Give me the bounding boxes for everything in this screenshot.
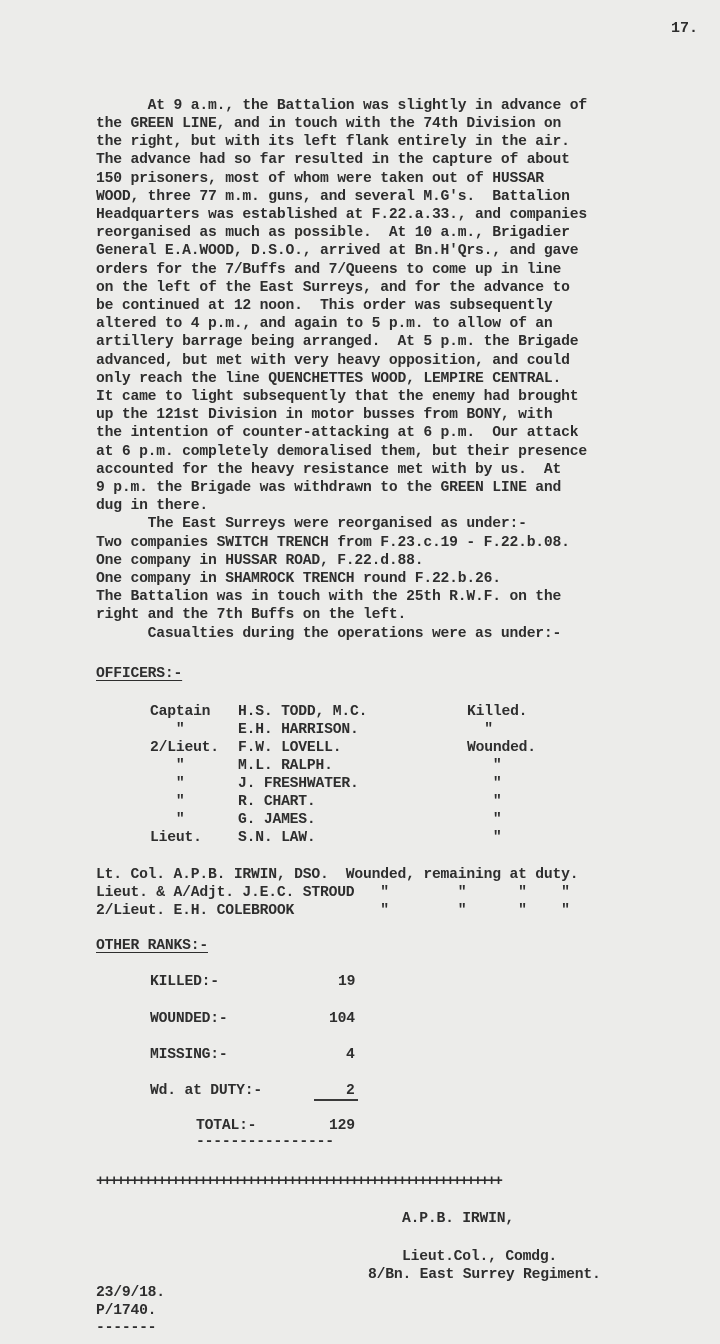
- officer-rank: ": [150, 722, 185, 738]
- paragraph-line: the GREEN LINE, and in touch with the 74th Division on: [96, 116, 562, 132]
- officer-status: ": [467, 776, 502, 792]
- officer-status: Killed.: [467, 704, 528, 720]
- paragraph-line: artillery barrage being arranged. At 5 p.m. the Brigade: [96, 334, 579, 350]
- casualty-label: Wd. at DUTY:-: [150, 1083, 262, 1099]
- officer-name: G. JAMES.: [238, 812, 316, 828]
- duty-line: Lieut. & A/Adjt. J.E.C. STROUD " " " ": [96, 885, 570, 901]
- casualty-value: 2: [346, 1083, 355, 1099]
- officer-rank: ": [150, 776, 185, 792]
- officer-status: ": [467, 794, 502, 810]
- officer-name: E.H. HARRISON.: [238, 722, 359, 738]
- document-reference: P/1740.: [96, 1303, 157, 1319]
- paragraph-line: the intention of counter-attacking at 6 p.m. Our attack: [96, 425, 579, 441]
- officer-status: ": [467, 722, 493, 738]
- paragraph-line: Headquarters was established at F.22.a.33., and companies: [96, 207, 587, 223]
- paragraph-line: 9 p.m. the Brigade was withdrawn to the GREEN LINE and: [96, 480, 562, 496]
- paragraph-line: at 6 p.m. completely demoralised them, but their presence: [96, 444, 587, 460]
- officer-status: ": [467, 758, 502, 774]
- sum-underline: [314, 1099, 358, 1101]
- officer-name: H.S. TODD, M.C.: [238, 704, 368, 720]
- officer-status: ": [467, 812, 502, 828]
- paragraph-line: accounted for the heavy resistance met with by us. At: [96, 462, 562, 478]
- paragraph-line: One company in HUSSAR ROAD, F.22.d.88.: [96, 553, 424, 569]
- paragraph-line: 150 prisoners, most of whom were taken out of HUSSAR: [96, 171, 544, 187]
- paragraph-line: It came to light subsequently that the enemy had brought: [96, 389, 579, 405]
- officer-rank: ": [150, 794, 185, 810]
- officer-rank: ": [150, 812, 185, 828]
- paragraph-line: One company in SHAMROCK TRENCH round F.22.b.26.: [96, 571, 501, 587]
- paragraph-line: advanced, but met with very heavy opposition, and could: [96, 353, 570, 369]
- paragraph-line: the right, but with its left flank entirely in the air.: [96, 134, 570, 150]
- paragraph-line: on the left of the East Surreys, and for the advance to: [96, 280, 570, 296]
- officer-rank: ": [150, 758, 185, 774]
- paragraph-line: Two companies SWITCH TRENCH from F.23.c.19 - F.22.b.08.: [96, 535, 570, 551]
- officer-status: Wounded.: [467, 740, 536, 756]
- footer-dashes: -------: [96, 1320, 157, 1336]
- paragraph-line: WOOD, three 77 m.m. guns, and several M.G's. Battalion: [96, 189, 570, 205]
- paragraph-line: right and the 7th Buffs on the left.: [96, 607, 407, 623]
- casualty-label: TOTAL:-: [196, 1118, 257, 1134]
- paragraph-line: The Battalion was in touch with the 25th R.W.F. on the: [96, 589, 562, 605]
- casualty-value: 129: [329, 1118, 355, 1134]
- plus-separator-rule: +++++++++++++++++++++++++++++++++++++++++++++++++++++++++++: [96, 1174, 501, 1190]
- officer-name: M.L. RALPH.: [238, 758, 333, 774]
- signatory-title: Lieut.Col., Comdg.: [402, 1249, 558, 1265]
- officer-name: R. CHART.: [238, 794, 316, 810]
- paragraph-line: dug in there.: [96, 498, 208, 514]
- casualty-label: KILLED:-: [150, 974, 219, 990]
- officer-rank: Lieut.: [150, 830, 202, 846]
- officer-name: F.W. LOVELL.: [238, 740, 342, 756]
- duty-line: Lt. Col. A.P.B. IRWIN, DSO. Wounded, remaining at duty.: [96, 867, 579, 883]
- paragraph-line: up the 121st Division in motor busses from BONY, with: [96, 407, 553, 423]
- paragraph-line: General E.A.WOOD, D.S.O., arrived at Bn.H'Qrs., and gave: [96, 243, 579, 259]
- document-date: 23/9/18.: [96, 1285, 165, 1301]
- other-ranks-heading: OTHER RANKS:-: [96, 938, 208, 954]
- paragraph-line: altered to 4 p.m., and again to 5 p.m. to allow of an: [96, 316, 553, 332]
- casualty-label: WOUNDED:-: [150, 1011, 228, 1027]
- signatory-unit: 8/Bn. East Surrey Regiment.: [368, 1267, 601, 1283]
- casualty-value: 4: [346, 1047, 355, 1063]
- paragraph-line: orders for the 7/Buffs and 7/Queens to come up in line: [96, 262, 562, 278]
- paragraph-line: The advance had so far resulted in the capture of about: [96, 152, 570, 168]
- officer-status: ": [467, 830, 502, 846]
- page-number: 17.: [670, 20, 698, 37]
- casualty-value: 19: [338, 974, 356, 990]
- paragraph-line: reorganised as much as possible. At 10 a.m., Brigadier: [96, 225, 570, 241]
- officer-rank: Captain: [150, 704, 211, 720]
- paragraph-line: only reach the line QUENCHETTES WOOD, LEMPIRE CENTRAL.: [96, 371, 562, 387]
- officers-heading: OFFICERS:-: [96, 666, 183, 682]
- duty-line: 2/Lieut. E.H. COLEBROOK " " " ": [96, 903, 570, 919]
- paragraph-line: be continued at 12 noon. This order was subsequently: [96, 298, 553, 314]
- paragraph-line: The East Surreys were reorganised as under:-: [96, 516, 527, 532]
- officer-name: S.N. LAW.: [238, 830, 316, 846]
- signatory-name: A.P.B. IRWIN,: [402, 1211, 514, 1227]
- paragraph-line: Casualties during the operations were as under:-: [96, 626, 562, 642]
- casualty-label: MISSING:-: [150, 1047, 228, 1063]
- paragraph-line: At 9 a.m., the Battalion was slightly in advance of: [96, 98, 587, 114]
- total-dash-rule: ----------------: [196, 1134, 334, 1150]
- officer-name: J. FRESHWATER.: [238, 776, 359, 792]
- officer-rank: 2/Lieut.: [150, 740, 219, 756]
- casualty-value: 104: [329, 1011, 355, 1027]
